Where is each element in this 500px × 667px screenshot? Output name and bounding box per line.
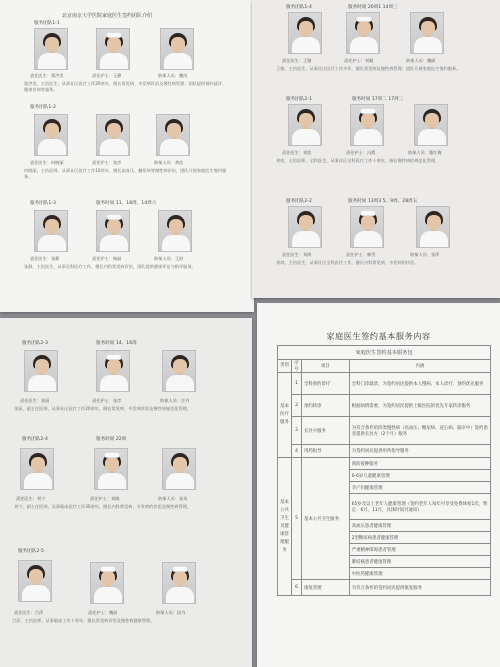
staff-photo [158,210,192,252]
nurse-photo [346,12,380,54]
member-caption: 责任护士：刘颖 [344,58,374,63]
team-heading: 服务团队2-5 [18,549,44,554]
doctor-photo [288,12,322,54]
project-cell: 康复管理 [301,580,349,596]
member-caption: 防保人员：黄浩 [154,160,184,165]
content-cell: 全科门诊就诊，为签约居民提供本人慢病、本人诊疗、预约优先服务 [349,373,490,395]
member-caption: 责任护士：张彦 [92,398,122,403]
content-cell: 2型糖尿病患者健康管理 [349,532,490,544]
table-subtitle: 家庭医生签约基本服务包 [278,346,491,360]
staff-photo [162,350,196,392]
team-intro-sheet-top-left [0,0,254,312]
nurse-photo [94,448,128,490]
member-caption: 责任护士：王静 [92,73,122,78]
staff-photo [414,104,448,146]
team-description: 何晓丽，主治医师，从事社区医疗工作10余年，擅长高血压、糖尿病等慢性病诊治，团队开展家庭医生签约服务。 [24,168,227,179]
member-caption: 防保人员：魏凤 [158,73,188,78]
content-cell: 65岁及以上老年人健康管理（签约老年人每年可享受免费体检1次，暂定：6月、11月，具体时间另通知） [349,494,490,520]
nurse-photo [96,210,130,252]
doctor-photo [288,104,322,146]
content-cell: 为符合条件的签约居民提供康复服务 [349,580,490,596]
team-heading: 服务团队2-2 [286,199,312,204]
category-cell: 基本公共卫生及健康管理服务 [278,458,292,596]
nurse-photo [350,104,384,146]
doctor-photo [24,350,58,392]
member-caption: 防保人员：段丹 [156,610,186,615]
team-heading: 服务团队1-2 [30,105,56,110]
staff-photo [162,448,196,490]
doctor-photo [20,448,54,490]
project-cell: 全科预约诊疗 [301,373,349,395]
member-caption: 责任医生：张静 [30,256,60,261]
team-heading: 服务团队2-1 [286,97,312,102]
staff-photo [410,12,444,54]
page-title: 家庭医生签约基本服务内容 [326,331,431,341]
team-description: 吕萍，主治医师，从事临床工作十余年，擅长常见病诊治及慢性病健康管理。 [12,618,155,623]
team-heading: 服务团队2-3 [22,341,48,346]
nurse-photo [350,206,384,248]
staff-photo [156,114,190,156]
member-caption: 防保人员：张萍 [410,252,440,257]
service-schedule: 服务时间 13周3 5、9周、28周五 [348,199,418,204]
member-caption: 责任医生：张丽 [20,398,50,403]
service-content-sheet [257,303,500,667]
nurse-photo [96,114,130,156]
content-cell: 根据病情需要，为签约居民提供上级医院的优先专家转诊服务 [349,395,490,417]
content-cell: 0-6岁儿童健康管理 [349,470,490,482]
team-description: 王雅，主治医生，从事社区医疗工作多年，擅长常见病及慢性病管理；团队开展家庭医生签约服务。 [276,66,461,71]
service-schedule: 服务时间 17周二 17周三 [352,97,404,102]
team-heading: 服务团队1-3 [30,201,56,206]
row-number: 1 [291,373,301,395]
team-intro-sheet-bottom-left [0,318,252,667]
project-cell: 用药指导 [301,445,349,458]
doctor-photo [288,206,322,248]
content-cell: 预防接种服务 [349,458,490,470]
doctor-photo [18,560,52,602]
team-description: 刘欣，主治医师，全科医生，从事社区全科医疗工作十余年，擅长慢性病的规范化管理。 [276,158,440,163]
row-number: 5 [291,458,301,580]
doctor-photo [34,28,68,70]
nurse-photo [96,350,130,392]
doctor-photo [34,114,68,156]
column-header: 内涵 [349,360,490,373]
content-cell: 孕产妇健康管理 [349,482,490,494]
member-caption: 防保人员：张英 [158,496,188,501]
team-intro-sheet-top-right [252,0,500,298]
member-caption: 责任护士：刘晓 [90,496,120,501]
team-description: 刘鸿，主治医生，从事社区全科医疗工作，擅长内科常见病、多发病的诊治。 [276,260,419,265]
nurse-photo [90,562,124,604]
team-heading: 服务团队1-4 [286,5,312,10]
team-heading: 服务团队2-4 [22,437,48,442]
content-cell: 肺结核患者健康管理 [349,556,490,568]
member-caption: 责任医生：吕萍 [14,610,44,615]
service-schedule: 服务时间 22周 [96,437,127,442]
content-cell: 为签约居民提供用药指导服务 [349,445,490,458]
category-cell: 基本医疗服务 [278,373,292,458]
row-number: 2 [291,395,301,417]
member-caption: 防保人员：庄丹 [160,398,190,403]
row-number: 6 [291,580,301,596]
team-description: 张静，主治医生，从事全科医疗工作，擅长内科常见病诊治，团队提供健康评估与指导服务。 [24,264,196,269]
service-schedule: 服务时间 14、16周 [96,341,137,346]
column-header: 类别 [278,360,292,373]
service-schedule: 服务时间 20周1 14周三 [348,5,398,10]
member-caption: 责任医生：刘鸿 [282,252,312,257]
column-header: 序号 [291,360,301,373]
content-cell: 严重精神障碍患者管理 [349,544,490,556]
staff-photo [416,206,450,248]
member-caption: 责任医生：何晓丽 [30,160,64,165]
member-caption: 责任护士：张彦 [92,160,122,165]
doctor-photo [34,210,68,252]
content-cell: 中医药健康管理 [349,568,490,580]
column-header: 项目 [301,360,349,373]
project-cell: 长处方服务 [301,417,349,445]
team-description: 张丽，副主任医师，从事社区医疗工作20余年，擅长常见病、多发病诊治及慢性病规范化管理。 [14,406,192,411]
member-caption: 责任护士：魏丽 [88,610,118,615]
row-number: 4 [291,445,301,458]
nurse-photo [96,28,130,70]
content-cell: 为符合条件的四类慢性病（高血压、糖尿病、冠心病、脑卒中）签约患者提供长处方（2个月）服务 [349,417,490,445]
member-caption: 责任护士：杨丽 [92,256,122,261]
member-caption: 责任医生：刘欣 [282,150,312,155]
member-caption: 防保人员：王舒 [154,256,184,261]
staff-photo [162,562,196,604]
member-caption: 责任护士：韩雪 [346,252,376,257]
team-description: 刘宁，副主任医师，从事临床医疗工作30余年，擅长内科常见病、多发病的诊治及慢性病管理。 [14,504,192,509]
member-caption: 防保人员：魏丽 [406,58,436,63]
member-caption: 责任医生：刘宁 [16,496,46,501]
service-schedule: 服务时间 11、18周、14周六 [96,201,157,206]
project-cell: 预约转诊 [301,395,349,417]
row-number: 3 [291,417,301,445]
member-caption: 防保人员：董红梅 [408,150,442,155]
member-caption: 责任医生：翟洪美 [30,73,64,78]
staff-photo [160,28,194,70]
content-cell: 高血压患者健康管理 [349,520,490,532]
service-table [277,345,491,596]
team-description: 翟洪美，主治医生，从事社区医疗工作20余年，擅长常见病、多发病诊治及慢性病管理；团队提供预约就诊、健康咨询等服务。 [24,81,227,92]
project-cell: 基本公共卫生服务 [301,458,349,580]
member-caption: 责任护士：冯霞 [346,150,376,155]
sheet-header: 北京南京大学医院家庭医生签约团队介绍 [62,13,153,19]
member-caption: 责任医生：王雅 [282,58,312,63]
team-heading: 服务团队1-1 [34,21,60,26]
